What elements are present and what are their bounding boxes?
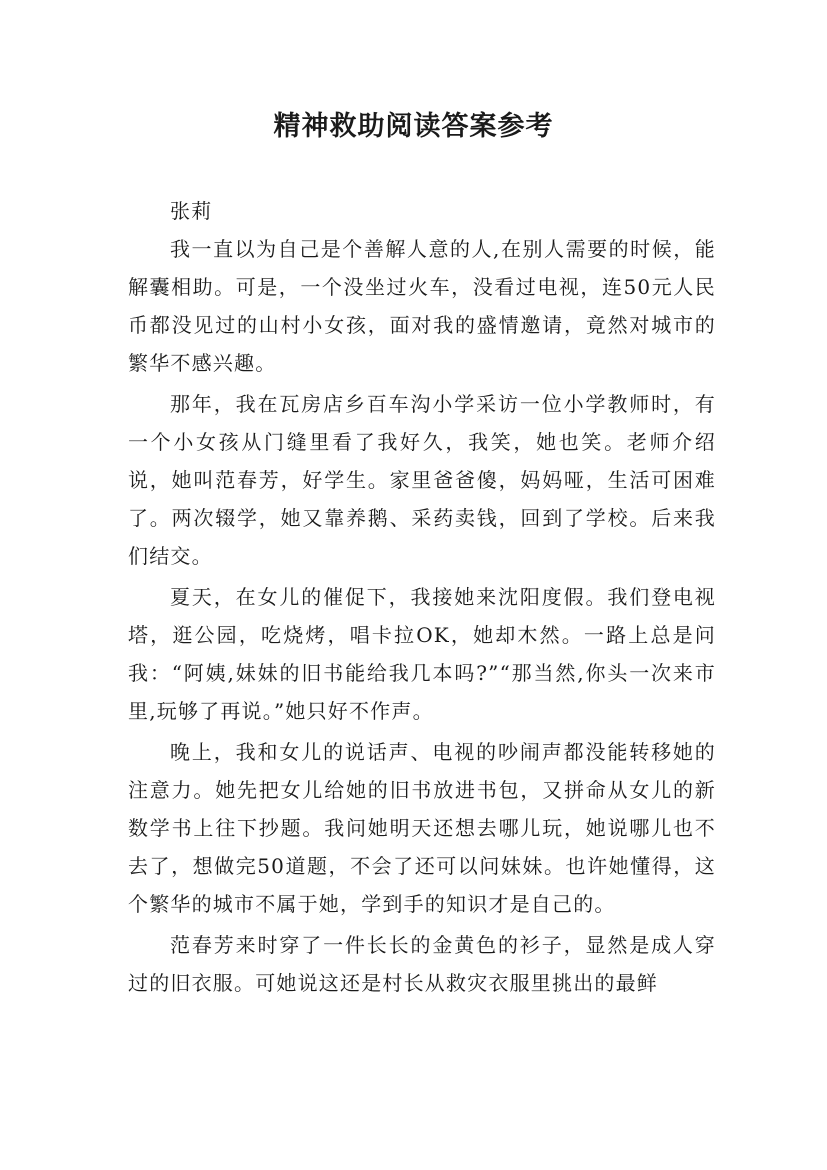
paragraph-2: 那年，我在瓦房店乡百车沟小学采访一位小学教师时，有一个小女孩从门缝里看了我好久，我笑，她也笑。老师介绍说，她叫范春芳，好学生。家里爸爸傻，妈妈哑，生活可困难了。两次辍学，她又靠养鹅、采药卖钱，回到了学校。后来我们结交。 [128, 392, 716, 568]
paragraph-5: 范春芳来时穿了一件长长的金黄色的衫子，显然是成人穿过的旧衣服。可她说这还是村长从救灾衣服里挑出的最鲜 [128, 933, 716, 995]
document-title: 精神救助阅读答案参考 [273, 111, 554, 142]
paragraph-1: 我一直以为自己是个善解人意的人,在别人需要的时候，能解囊相助。可是，一个没坐过火车，没看过电视，连50元人民币都没见过的山村小女孩，面对我的盛情邀请，竟然对城市的繁华不感兴趣。 [128, 237, 716, 375]
paragraph-3: 夏天，在女儿的催促下，我接她来沈阳度假。我们登电视塔，逛公园，吃烧烤，唱卡拉OK，她却木然。一路上总是问我：“阿姨,妹妹的旧书能给我几本吗?”“那当然,你头一次来市里,玩够了再说。”她只好不作声。 [128, 585, 716, 723]
paragraph-4: 晚上，我和女儿的说话声、电视的吵闹声都没能转移她的注意力。她先把女儿给她的旧书放进书包，又拼命从女儿的新数学书上往下抄题。我问她明天还想去哪儿玩，她说哪儿也不去了，想做完50道题，不会了还可以问妹妹。也许她懂得，这个繁华的城市不属于她，学到手的知识才是自己的。 [128, 740, 716, 916]
author-name: 张莉 [170, 199, 213, 223]
document-body [128, 192, 716, 1005]
